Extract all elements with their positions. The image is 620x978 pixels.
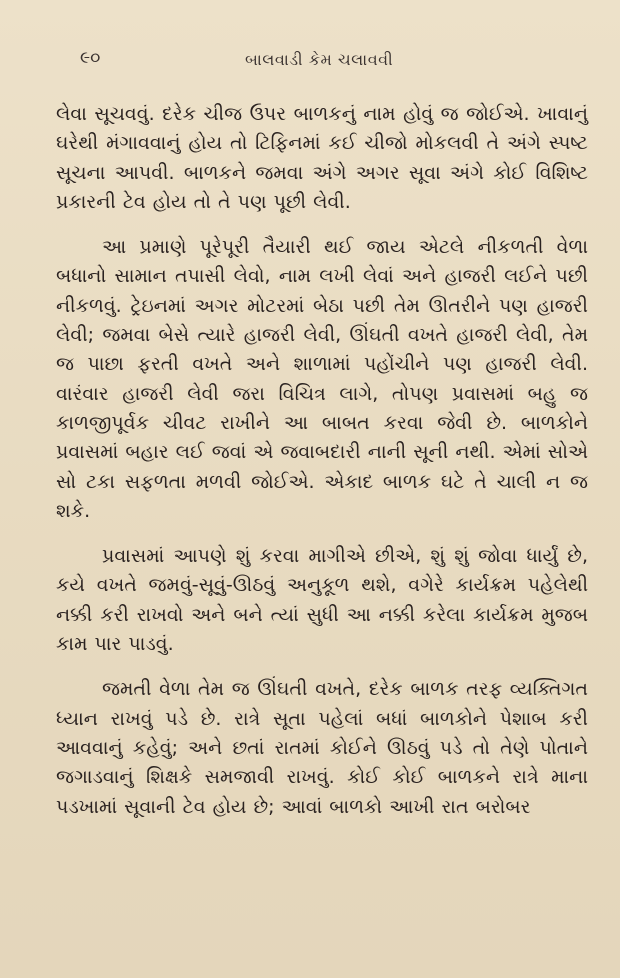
- body-text: [56, 100, 588, 822]
- page-number: ૯૦: [80, 48, 101, 68]
- page-header: [80, 48, 560, 78]
- paragraph-schedule: પ્રવાસમાં આપણે શું કરવા માગીએ છીએ, શું શું જોવા ધાર્યું છે, કયે વખતે જમવું-સૂવું-ઊઠવું અનુકૂળ થશે, વગેરે કાર્યક્રમ પહેલેથી નક્કી કરી રાખવો અને બને ત્યાં સુધી આ નક્કી કરેલા કાર્યક્રમ મુજબ કામ પાર પાડવું.: [56, 545, 588, 656]
- paragraph-continuation: લેવા સૂચવવું. દરેક ચીજ ઉપર બાળકનું નામ હોવું જ જોઈએ. ખાવાનું ઘરેથી મંગાવવાનું હોય તો ટિફિનમાં કઈ ચીજો મોકલવી તે અંગે સ્પષ્ટ સૂચના આપવી. બાળકને જમવા અંગે અગર સૂવા અંગે કોઈ વિશિષ્ટ પ્રકારની ટેવ હોય તો તે પણ પૂછી લેવી.: [56, 103, 588, 213]
- running-title: બાલવાડી કેમ ચલાવવી: [245, 50, 394, 69]
- paragraph-attendance: આ પ્રમાણે પૂરેપૂરી તૈયારી થઈ જાય એટલે નીકળતી વેળા બધાનો સામાન તપાસી લેવો, નામ લખી લેવાં અને હાજરી લઈને પછી નીકળવું. ટ્રેઇનમાં અગર મોટરમાં બેઠા પછી તેમ ઊતરીને પણ હાજરી લેવી; જમવા બેસે ત્યારે હાજરી લેવી, ઊંઘતી વખતે હાજરી લેવી, તેમ જ પાછા ફરતી વખતે અને શાળામાં પહોંચીને પણ હાજરી લેવી. વારંવાર હાજરી લેવી જરા વિચિત્ર લાગે, તોપણ પ્રવાસમાં બહુ જ કાળજીપૂર્વક ચીવટ રાખીને આ બાબત કરવા જેવી છે. બાળકોને પ્રવાસમાં બહાર લઈ જવાં એ જવાબદારી નાની સૂની નથી. એમાં સોએ સો ટકા સફળતા મળવી જોઈએ. એકાદ બાળક ઘટે તે ચાલી ન જ શકે.: [56, 236, 588, 522]
- paragraph-night-care: જમતી વેળા તેમ જ ઊંઘતી વખતે, દરેક બાળક તરફ વ્યક્તિગત ધ્યાન રાખવું પડે છે. રાત્રે સૂતા પહેલાં બધાં બાળકોને પેશાબ કરી આવવાનું કહેવું; અને છતાં રાતમાં કોઈને ઊઠવું પડે તો તેણે પોતાને જગાડવાનું શિક્ષકે સમજાવી રાખવું. કોઈ કોઈ બાળકને રાત્રે માના પડખામાં સૂવાની ટેવ હોય છે; આવાં બાળકો આખી રાત બરોબર: [56, 678, 588, 818]
